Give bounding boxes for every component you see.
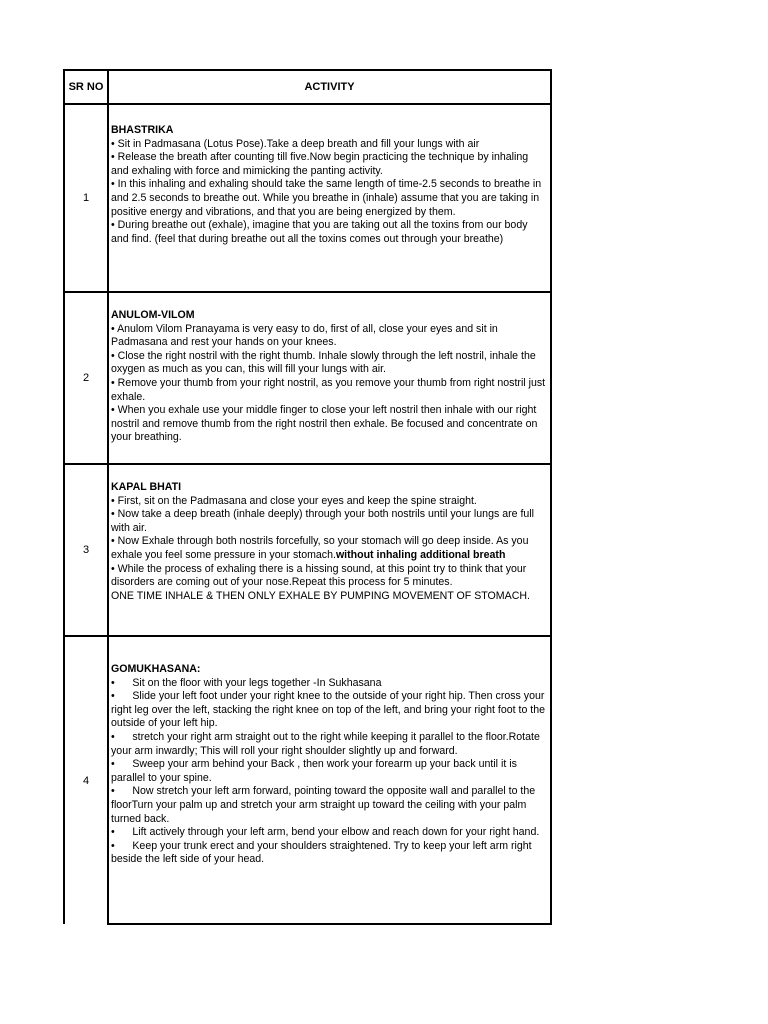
table-row	[64, 464, 551, 636]
header-row	[64, 70, 551, 104]
table-row	[64, 292, 551, 464]
row-number: 1	[64, 104, 108, 292]
activity-line: • Release the breath after counting till five.Now begin practicing the technique by inhaling and exhaling with force and mimicking the panting activity.	[111, 151, 529, 177]
activity-cell	[108, 636, 551, 924]
row-number: 3	[64, 464, 108, 636]
activity-line: • Now stretch your left arm forward, pointing toward the opposite wall and parallel to the floorTurn your palm up and stretch your arm straight up toward the ceiling with your palm turned back.	[111, 785, 539, 825]
activity-line: • Keep your trunk erect and your shoulders straightened. Try to keep your left arm right beside the left side of your head.	[111, 839, 535, 866]
activity-cell	[108, 104, 551, 292]
activity-line: • While the process of exhaling there is a hissing sound, at this point try to think that your disorders are coming out of your nose.Repeat this process for 5 minutes.	[111, 562, 527, 589]
row-number: 4	[64, 636, 108, 924]
activity-line-emphasis: without inhaling additional breath	[335, 548, 506, 561]
activity-line: • During breathe out (exhale), imagine that you are taking out all the toxins from our body and find. (feel that during breathe out all the toxins comes out through your breathe)	[111, 219, 528, 245]
activity-line: ONE TIME INHALE & THEN ONLY EXHALE BY PUMPING MOVEMENT OF STOMACH.	[111, 589, 530, 602]
activity-line: • Lift actively through your left arm, bend your elbow and reach down for your right hand.	[111, 826, 540, 839]
activity-line: • Anulom Vilom Pranayama is very easy to do, first of all, close your eyes and sit in Padmasana and rest your hands on your knees.	[111, 322, 498, 349]
activity-title: GOMUKHASANA:	[111, 663, 201, 675]
header-sr-no: SR NO	[64, 70, 108, 104]
activity-line: • First, sit on the Padmasana and close your eyes and keep the spine straight.	[111, 494, 477, 507]
activity-title: ANULOM-VILOM	[111, 309, 195, 321]
activity-line: • Close the right nostril with the right thumb. Inhale slowly through the left nostril, inhale the oxygen as much as you can, this will fill your lungs with air.	[111, 349, 536, 376]
activity-cell	[108, 292, 551, 464]
header-activity: ACTIVITY	[108, 70, 551, 104]
activity-line: • Remove your thumb from your right nostril, as you remove your thumb from right nostril just exhale.	[111, 376, 546, 403]
table-row	[64, 636, 551, 924]
activity-line	[111, 535, 548, 562]
activity-line: • stretch your right arm straight out to the right while keeping it parallel to the floor.Rotate your arm inwardly; This will roll your right shoulder slightly up and forward.	[111, 730, 543, 757]
row-number: 2	[64, 292, 108, 464]
activity-title: KAPAL BHATI	[111, 481, 182, 493]
activity-line: • Sit on the floor with your legs together -In Sukhasana	[111, 676, 382, 689]
activity-line: • Sit in Padmasana (Lotus Pose).Take a deep breath and fill your lungs with air	[111, 137, 480, 150]
activity-title: BHASTRIKA	[111, 124, 174, 136]
activity-line: • Now take a deep breath (inhale deeply) through your both nostrils until your lungs are full with air.	[111, 508, 534, 534]
table-row	[64, 104, 551, 292]
activity-cell	[108, 464, 551, 636]
activity-line: • Slide your left foot under your right knee to the outside of your right hip. Then cross your right leg over the left, stacking the right knee on top of the left, and bring your right foot to the outside of your left hip.	[111, 690, 548, 730]
activity-table-container	[63, 69, 550, 925]
activity-table	[63, 69, 552, 925]
activity-line: • When you exhale use your middle finger to close your left nostril then inhale with our right nostril and remove thumb from the right nostril then exhale. Be focused and concentrate on your breathing.	[111, 404, 538, 444]
activity-line: • In this inhaling and exhaling should take the same length of time-2.5 seconds to breathe in and 2.5 seconds to breathe out. While you breathe in (inhale) assume that you are taking in positive energy and vibrations, and that you are being energized by them.	[111, 178, 542, 218]
activity-line-text: • Now Exhale through both nostrils forcefully, so your stomach will go deep inside. As you exhale you feel some pressure in your stomach.	[111, 535, 529, 561]
activity-line: • Sweep your arm behind your Back , then work your forearm up your back until it is parallel to your spine.	[111, 758, 520, 784]
